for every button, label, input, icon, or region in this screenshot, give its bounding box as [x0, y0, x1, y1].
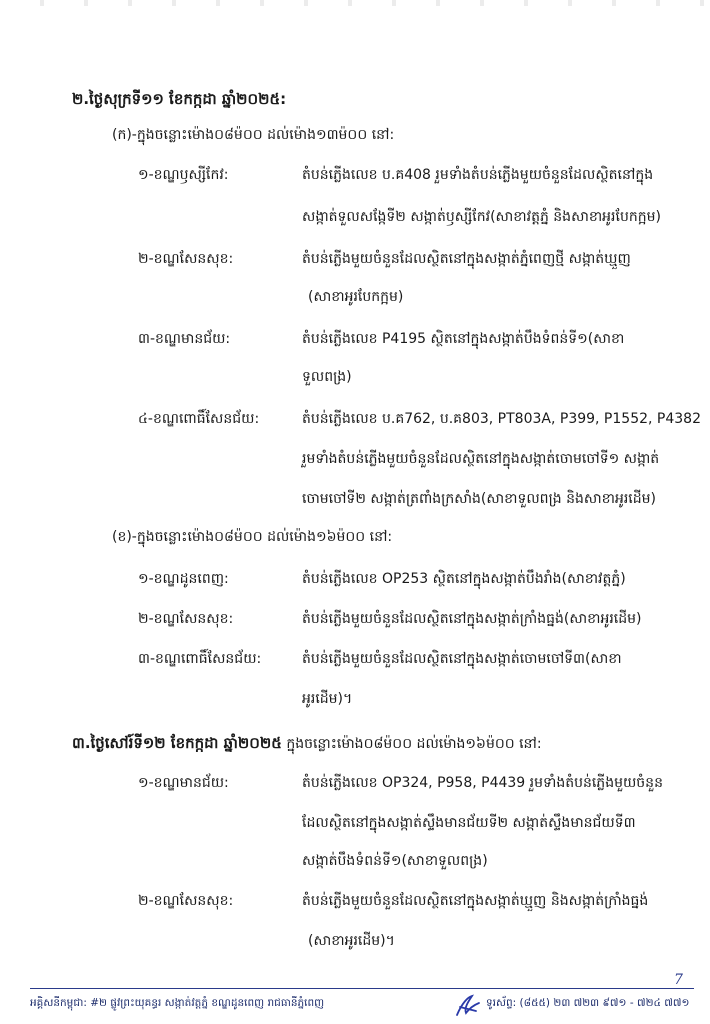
- item-text-line: តំបន់ភ្លើងលេខ P4195 ស្ថិតនៅក្នុងសង្កាត់បឹងទំពន់ទី១(សាខា: [302, 331, 625, 347]
- footer-divider: [30, 988, 694, 989]
- item-text-line: តំបន់ភ្លើងមួយចំនួនដែលស្ថិតនៅក្នុងសង្កាត់ក្រាំងធ្នង់(សាខាអូរដើម): [302, 611, 642, 627]
- section3-heading: [72, 734, 542, 753]
- handwritten-initials-icon: [454, 993, 482, 1019]
- item-text-line: ទួលពង្រ): [302, 369, 352, 385]
- item-text-line: ចោមចៅទី២ សង្កាត់ត្រពាំងក្រសាំង(សាខាទួលពង្រ និងសាខាអូរដើម): [302, 491, 656, 507]
- footer-phone: ទូរស័ព្ទ: (៨៥៥) ២៣ ៧២៣ ៩៧១ - ៧២៤ ៧៧១: [486, 997, 690, 1009]
- page-number: 7: [674, 972, 683, 988]
- item-text-line: តំបន់ភ្លើងលេខ ប.គ408 រួមទាំងតំបន់ភ្លើងមួយចំនួនដែលស្ថិតនៅក្នុង: [302, 167, 654, 183]
- item-label: ៤-ខណ្ឌពោធិ៍សែនជ័យ:: [138, 411, 260, 427]
- item-text-line: សង្កាត់ទួលសង្កែទី២ សង្កាត់ឫស្សីកែវ(សាខាវត្តភ្នំ និងសាខាអូរបែកក្អម): [302, 209, 661, 225]
- item-text-line: (សាខាអូរបែកក្អម): [308, 289, 404, 305]
- item-text-line: ដែលស្ថិតនៅក្នុងសង្កាត់ស្ទឹងមានជ័យទី២ សង្កាត់ស្ទឹងមានជ័យទី៣: [302, 815, 636, 831]
- item-text-line: តំបន់ភ្លើងមួយចំនួនដែលស្ថិតនៅក្នុងសង្កាត់ភ្នំពេញថ្មី សង្កាត់ឃ្មួញ: [302, 251, 631, 267]
- section3-heading-date: ៣.ថ្ងៃសៅរ៍ទី១២ ខែកក្កដា ឆ្នាំ២០២៥: [72, 734, 282, 752]
- section2-heading: ២.ថ្ងៃសុក្រទី១១ ខែកក្កដា ឆ្នាំ២០២៥:: [72, 90, 287, 108]
- item-text-line: អូរដើម)។: [302, 691, 353, 707]
- section2-ka-heading: (ក)-ក្នុងចន្លោះម៉ោង០៨ម៉០០ ដល់ម៉ោង១៣ម៉០០ នៅ:: [112, 127, 395, 143]
- item-text-line: តំបន់ភ្លើងមួយចំនួនដែលស្ថិតនៅក្នុងសង្កាត់ចោមចៅទី៣(សាខា: [302, 651, 622, 667]
- item-text-line: តំបន់ភ្លើងលេខ ប.គ762, ប.គ803, PT803A, P399, P1552, P4382: [302, 411, 701, 427]
- item-label: ៣-ខណ្ឌមានជ័យ:: [138, 331, 231, 347]
- item-text-line: តំបន់ភ្លើងលេខ OP324, P958, P4439 រួមទាំងតំបន់ភ្លើងមួយចំនួន: [302, 775, 663, 791]
- item-text-line: សង្កាត់បឹងទំពន់ទី១(សាខាទួលពង្រ): [302, 853, 488, 869]
- item-label: ២-ខណ្ឌសែនសុខ:: [138, 251, 234, 267]
- item-label: ២-ខណ្ឌសែនសុខ:: [138, 893, 234, 909]
- item-label: ១-ខណ្ឌឫស្សីកែវ:: [138, 167, 229, 183]
- item-label: ២-ខណ្ឌសែនសុខ:: [138, 611, 234, 627]
- item-text-line: តំបន់ភ្លើងមួយចំនួនដែលស្ថិតនៅក្នុងសង្កាត់ឃ្មួញ និងសង្កាត់ក្រាំងធ្នង់: [302, 893, 649, 909]
- item-label: ១-ខណ្ឌដូនពេញ:: [138, 571, 229, 587]
- scan-edge: [0, 0, 710, 6]
- item-text-line: តំបន់ភ្លើងលេខ OP253 ស្ថិតនៅក្នុងសង្កាត់បឹងរាំង(សាខាវត្តភ្នំ): [302, 571, 626, 587]
- section3-heading-time: ក្នុងចន្លោះម៉ោង០៨ម៉០០ ដល់ម៉ោង១៦ម៉០០ នៅ:: [281, 736, 542, 752]
- item-text-line: រួមទាំងតំបន់ភ្លើងមួយចំនួនដែលស្ថិតនៅក្នុងសង្កាត់ចោមចៅទី១ សង្កាត់: [302, 451, 660, 467]
- item-label: ៣-ខណ្ឌពោធិ៍សែនជ័យ:: [138, 651, 262, 667]
- item-label: ១-ខណ្ឌមានជ័យ:: [138, 775, 229, 791]
- section2-kha-heading: (ខ)-ក្នុងចន្លោះម៉ោង០៨ម៉០០ ដល់ម៉ោង១៦ម៉០០ នៅ:: [112, 529, 393, 545]
- footer-address: អគ្គិសនីកម្ពុជា: #២ ផ្លូវព្រះយុគន្ធរ សង្កាត់វត្តភ្នំ ខណ្ឌដូនពេញ រាជធានីភ្នំពេញ: [30, 997, 325, 1009]
- item-text-line: (សាខាអូរដើម)។: [308, 933, 395, 949]
